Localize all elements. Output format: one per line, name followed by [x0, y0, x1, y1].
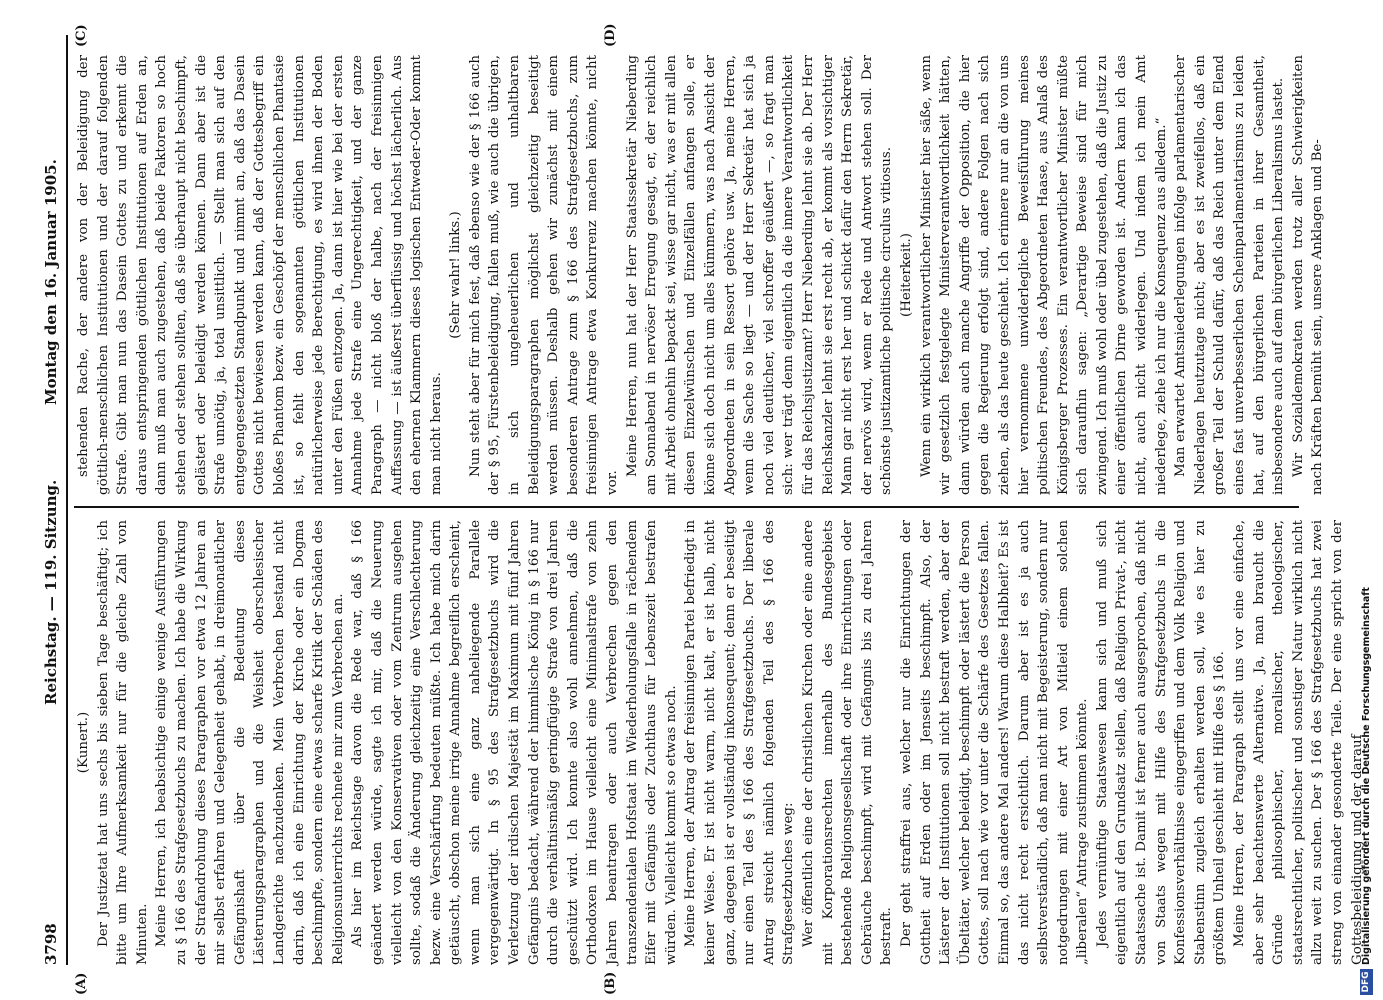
paragraph: Meine Herren, nun hat der Herr Staatssekretär Nieberding am Sonnabend in nervöser Erregung gesagt, er, der reichlich mit Arbeit ohnehin bepackt sei, wisse gar nicht, was er mit allen diesen Einzelwünschen und Einzelfällen anfangen solle, er könne sich doch nicht um alles kümmern, was nach Ansicht der Abgeordneten in sein Ressort gehöre usw. Ja, meine Herren, wenn die Sache so liegt — und der Herr Sekretär hat sich ja noch viel deutlicher, viel schroffer geäußert —, so fragt man sich: wer trägt denn eigentlich da die innere Verantwortlichkeit für das Reichsjustizamt? Herr Nieberding lehnt sie ab. Der Herr Reichskanzler lehnt sie erst recht ab, er kommt als vorsichtiger Mann gar nicht erst her und schickt dafür den Herrn Sekretär, der nervös wird, wenn er Rede und Antwort stehen soll. Der schönste justizamtliche politische circulus vitiosus. — [624, 55, 895, 495]
margin-mark-d: (D) — [603, 23, 618, 47]
paragraph: Meine Herren, der Paragraph stellt uns vor eine einfache, aber sehr beachtenswerte Alternative. Ja, man braucht die Gründe philosophischer, moralischer, theologischer, staatsrechtlicher, politischer und sonstiger Natur wirklich nicht allzu weit zu suchen. Der § 166 des Strafgesetzbuchs hat zwei streng von einander gesonderte Teile. Der eine spricht von der Gottesbeleidigung und der darauf — [1232, 520, 1365, 965]
right-column — [74, 55, 1326, 495]
interjection: (Sehr wahr! links.) — [448, 211, 464, 339]
page-header — [38, 35, 68, 965]
speaker-label: (Kunert.) — [76, 711, 91, 774]
digitization-credit: Digitalisierung gefördert durch die Deutsche Forschungsgemeinschaft — [1360, 587, 1372, 965]
paragraph: Wenn ein wirklich verantwortlicher Minister hier säße, wenn wir gesetzlich festgelegte Ministerverantwortlichkeit hätten, dann würden auch manche Angriffe der Opposition, die hier gegen die Regierung erfolgt sind, andere Folgen nach sich ziehen, als das heute geschieht. Ich erinnere nur an die von uns hier vernommene unwiderlegliche Beweisführung meines politischen Freundes, des Abgeordneten Haase, aus Anlaß des Königsberger Prozesses. Ein verantwortlicher Minister müßte sich daraufhin sagen: „Derartige Beweise sind für mich zwingend. Ich muß wohl oder übel zugestehen, daß die Justiz zu einer öffentlichen Dirne geworden ist. Andern kann ich das nicht, auch nicht widerlegen. Und indem ich mein Amt niederlege, ziehe ich nur die Konsequenz aus alledem.“ — [918, 55, 1169, 495]
paragraph: Der Justizetat hat uns sechs bis sieben Tage beschäftigt; ich bitte um Ihre Aufmerksamkeit nur für die gleiche Zahl von Minuten. — [95, 520, 150, 965]
rotated-page — [38, 23, 1365, 995]
paragraph: Meine Herren, ich beabsichtige einige wenige Ausführungen zu § 166 des Strafgesetzbuchs zu machen. Ich habe die Wirkung der Strafandrohung dieses Paragraphen vor etwa 12 Jahren an mir selbst erfahren und Gelegenheit gehabt, in dreimonatlicher Gefängnishaft über die Bedeutung dieses Lästerungsparagraphen und die Weisheit oberschlesischer Landgerichte nachzudenken. Mein Verbrechen bestand nicht darin, daß ich eine Einrichtung der Kirche oder ein Dogma beschimpfte, sondern eine etwas scharfe Kritik der Schäden des Religionsunterrichts rechnete mir zum Verbrechen an. — [154, 520, 346, 965]
margin-mark-c: (C) — [74, 24, 89, 47]
quoted-law-text: Wer öffentlich eine der christlichen Kirchen oder eine andere mit Korporationsrechten innerhalb des Bundesgebiets bestehende Religionsgesellschaft oder ihre Einrichtungen oder Gebräuche beschimpft, wird mit Gefängnis bis zu drei Jahren bestraft. — [800, 520, 895, 965]
margin-mark-b: (B) — [603, 971, 618, 995]
paragraph: Jedes vernünftige Staatswesen kann sich und muß sich eigentlich auf den Grundsatz stellen, daß Religion Privat-, nicht Staatssache ist. Damit ist ferner auch ausgesprochen, daß nicht von Staats wegen mit Hilfe des Strafgesetzbuchs in die Konfessionsverhältnisse eingegriffen und dem Volk Religion und Stabenstinn zugleich erhalten werden soll, wie es hier zu größtem Unheil geschieht mit Hilfe des § 166. — [1094, 520, 1228, 965]
column-divider — [74, 506, 1299, 508]
left-column — [74, 520, 1365, 965]
paragraph: Wir Sozialdemokraten werden trotz aller Schwierigkeiten nach Kräften bemüht sein, unsere Anklagen und Be- — [1290, 55, 1326, 495]
margin-mark-a: (A) — [74, 972, 89, 995]
paragraph: Nun steht aber für mich fest, daß ebenso wie der § 166 auch der § 95, Fürstenbeleidigung, fallen muß, wie auch die übrigen, in sich ungeheuerlichen und unhaltbaren Beleidigungsparagraphen möglichst gleichzeitig beseitigt werden müssen. Deshalb gehen wir zunächst mit einem besonderen Antrage zum § 166 des Strafgesetzbuchs, zum freisinnigen Antrage etwa Konkurrenz machen könnte, nicht vor. — [467, 55, 621, 495]
paragraph: Der geht straffrei aus, welcher nur die Einrichtungen der Gottheit auf Erden oder im Jenseits beschimpft. Also, der Lästerer der Institutionen soll nicht bestraft werden, aber der Übeltäter, welcher beleidigt, beschimpft oder lästert die Person Gottes, soll nach wie vor unter die Schärfe des Gesetzes fallen. Einmal so, das andere Mal anders! Warum diese Halbheit? Es ist das nicht recht ersichtlich. Darum aber ist es ja auch selbstverständlich, daß man nicht mit Begeisterung, sondern nur notgedrungen mit einer Art von Mitleid einem solchen „liberalen“ Antrage zustimmen könnte. — [898, 520, 1091, 965]
dfg-footer — [1354, 10, 1378, 995]
paragraph: stehenden Rache, der andere von der Beleidigung der göttlich-menschlichen Institutionen und der darauf folgenden Strafe. Gibt man nun das Dasein Gottes zu und erkennt die daraus entspringenden göttlichen Institutionen auf Erden an, dann muß man auch zugestehen, daß beide Faktoren so hoch stehen oder stehen sollten, daß sie überhaupt nicht beschimpft, gelästert oder beleidigt werden können. Dann aber ist die Strafe unnötig, ja, total unsittlich. — Stellt man sich auf den entgegengesetzten Standpunkt und nimmt an, daß das Dasein Gottes nicht bewiesen werden kann, daß der Gottesbegriff ein bloßes Phantom bezw. ein Geschöpf der menschlichen Phantasie ist, so fehlt den sogenannten göttlichen Institutionen natürlicherweise jede Berechtigung, es wird ihnen der Boden unter den Füßen entzogen. Ja, dann ist hier wie bei der ersten Annahme jede Strafe eine Ungerechtigkeit, und der ganze Paragraph — nicht bloß der halbe, nach der freisinnigen Auffassung — ist äußerst überflüssig und höchst lächerlich. Aus den ehernen Klammern dieses logischen Entweder-Oder kommt man nicht heraus. — [76, 55, 444, 495]
paragraph: Als hier im Reichstage davon die Rede war, daß § 166 geändert werden würde, sagte ich mir, daß die Neuerung vielleicht von den Konservativen oder vom Zentrum ausgehen sollte, sodaß die Änderung gleichzeitig eine Verschlechterung bezw. eine Verschärfung bedeuten müßte. Ich habe mich darin getäuscht, obschon meine irrige Annahme begreiflich erscheint, wenn man sich eine ganz naheliegende Parallele vergegenwärtigt. In § 95 des Strafgesetzbuchs wird die Verletzung der irdischen Majestät im Maximum mit fünf Jahren Gefängnis bedacht, während der himmlische König in § 166 nur durch die verhältnismäßig geringfügige Strafe von drei Jahren geschützt wird. Ich konnte also wohl annehmen, daß die Orthodoxen im Hause vielleicht eine Minimalstrafe von zehn Jahren beantragen oder auch Verbrechen gegen den transzendentalen Hofstaat im Wiederholungsfalle in rächendem Eifer mit Gefängnis oder Zuchthaus für Lebenszeit bestrafen würden. Vielleicht kommt so etwas noch. — [350, 520, 679, 965]
paragraph: Man erwartet Amtsniederlegungen infolge parlamentarischer Niederlagen heutzutage nicht; aber es ist zweifellos, daß ein großer Teil der Schuld dafür, daß das Reich unter dem Elend eines fast unverbesserlichen Scheinparlamentarismus zu leiden hat, auf den bürgerlichen Parteien in ihrer Gesamtheit, insbesondere auch auf dem bürgerlichen Liberalismus lastet. — [1173, 55, 1287, 495]
session-date: Montag den 16. Januar 1905. — [42, 159, 60, 405]
interjection: (Heiterkeit.) — [898, 233, 914, 317]
paragraph: Meine Herren, der Antrag der freisinnigen Partei befriedigt in keiner Weise. Er ist nicht warm, nicht kalt, er ist halb, nicht ganz, dagegen ist er vollständig inkonsequent; denn er beseitigt nur einen Teil des § 166 des Strafgesetzbuchs. Der liberale Antrag streicht nämlich folgenden Teil des § 166 des Strafgesetzbuches weg: — [683, 520, 797, 965]
dfg-logo: DFG — [1360, 969, 1373, 995]
session-title: Reichstag. — 119. Sitzung. — [42, 479, 60, 705]
page-number: 3798 — [42, 923, 60, 965]
